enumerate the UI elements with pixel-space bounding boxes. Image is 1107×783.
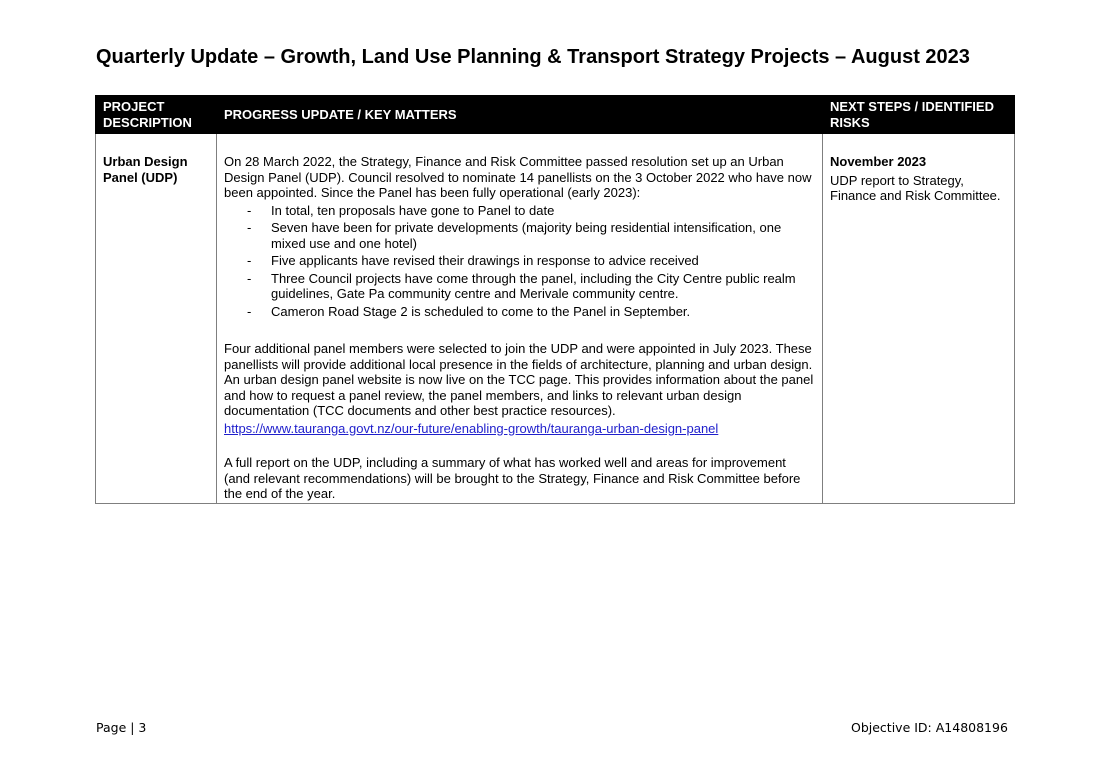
spacer [224, 436, 815, 455]
bullet-dash: - [247, 220, 252, 235]
list-item [224, 304, 815, 320]
bullet-dash: - [247, 253, 252, 268]
next-steps-date: November 2023 [830, 154, 927, 169]
project-cell [96, 134, 217, 504]
bullet-dash: - [247, 303, 252, 319]
progress-paragraph-3: A full report on the UDP, including a summary of what has worked well and areas for improvement (and relevant recommendations) will be brought to the Strategy, Finance and Risk Committee before the end of the year. [224, 455, 801, 501]
list-item-text: Five applicants have revised their drawings in response to advice received [271, 253, 699, 268]
objective-id: Objective ID: A14808196 [851, 720, 1008, 735]
header-progress-update: PROGRESS UPDATE / KEY MATTERS [217, 96, 823, 134]
project-name: Urban Design Panel (UDP) [103, 154, 188, 185]
page-title: Quarterly Update – Growth, Land Use Planning & Transport Strategy Projects – August 2023 [96, 46, 970, 68]
table-row [96, 134, 1015, 504]
list-item [224, 220, 815, 251]
bullet-dash: - [247, 270, 252, 286]
progress-bullet-list [224, 203, 815, 320]
bullet-dash: - [247, 202, 252, 218]
spacer [224, 321, 815, 341]
progress-cell [217, 134, 823, 504]
list-item-text: In total, ten proposals have gone to Panel to date [271, 202, 555, 218]
list-item-text: Seven have been for private developments (majority being residential intensification, one mixed use and one hotel) [271, 220, 782, 251]
table-header-row [96, 96, 1015, 134]
list-item [224, 203, 815, 219]
list-item [224, 253, 815, 269]
progress-intro: On 28 March 2022, the Strategy, Finance and Risk Committee passed resolution set up an Urban Design Panel (UDP). Council resolved to nominate 14 panellists on the 3 October 2022 who have now been appointed. Since the Panel has been fully operational (early 2023): [224, 154, 812, 200]
header-project-description: PROJECT DESCRIPTION [96, 96, 217, 134]
project-table [95, 95, 1015, 504]
list-item-text: Cameron Road Stage 2 is scheduled to come to the Panel in September. [271, 303, 691, 319]
progress-paragraph-2: Four additional panel members were selected to join the UDP and were appointed in July 2023. These panellists will provide additional local presence in the fields of architecture, planning and urban design. An urban design panel website is now live on the TCC page. This provides information about the panel and how to request a panel review, the panel members, and links to relevant urban design documentation (TCC documents and other best practice resources). [224, 341, 814, 418]
next-steps-cell [823, 134, 1015, 504]
list-item [224, 271, 815, 302]
urban-design-panel-link[interactable]: https://www.tauranga.govt.nz/our-future/enabling-growth/tauranga-urban-design-panel [224, 420, 719, 436]
next-steps-text: UDP report to Strategy, Finance and Risk Committee. [830, 172, 1001, 203]
header-next-steps: NEXT STEPS / IDENTIFIED RISKS [823, 96, 1015, 134]
page-number: Page | 3 [96, 720, 147, 735]
list-item-text: Three Council projects have come through the panel, including the City Centre public realm guidelines, Gate Pa community centre and Merivale community centre. [271, 270, 796, 301]
